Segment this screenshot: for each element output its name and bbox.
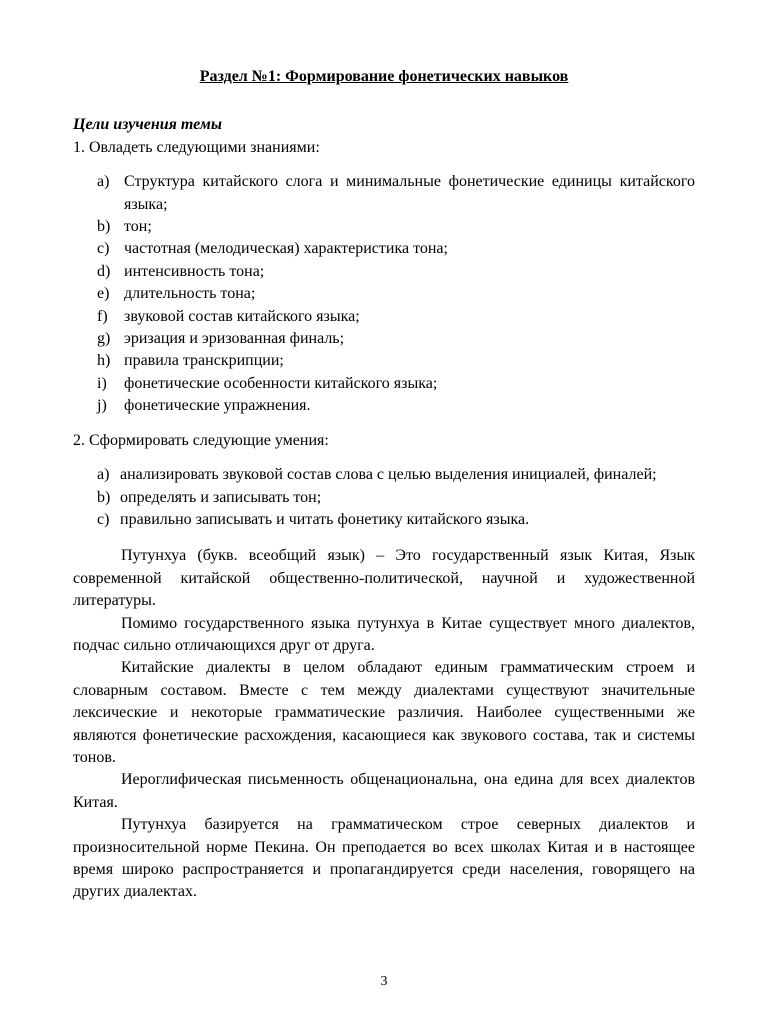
list-item (73, 464, 695, 486)
list-item (73, 171, 695, 216)
page-number: 3 (380, 974, 388, 989)
list-item (73, 350, 695, 372)
list-marker: j) (97, 397, 107, 415)
list-item-text: правильно записывать и читать фонетику китайского языка. (120, 510, 530, 528)
section-title: Раздел №1: Формирование фонетических навыков (199, 68, 569, 85)
paragraph: Помимо государственного языка путунхуа в Китае существует много диалектов, подчас сильно отличающихся друг от друга. (73, 614, 695, 654)
list-item (73, 238, 695, 260)
list-item (73, 216, 695, 238)
list-item (73, 261, 695, 283)
list-item-text: анализировать звуковой состав слова с целью выделения инициалей, финалей; (120, 466, 657, 484)
list-item (73, 373, 695, 395)
list-marker: f) (97, 307, 108, 325)
list-item (73, 283, 695, 305)
list-marker: a) (97, 173, 110, 191)
paragraph: Иероглифическая письменность общенациональна, она едина для всех диалектов Китая. (73, 771, 695, 811)
paragraph: Путунхуа (букв. всеобщий язык) – Это государственный язык Китая, Язык современной китайской общественно-политической, научной и художественной литературы. (73, 547, 695, 610)
list-item-text: звуковой состав китайского языка; (124, 307, 360, 325)
list-marker: c) (97, 240, 110, 258)
list-marker: e) (97, 285, 110, 303)
knowledge-intro: 1. Овладеть следующими знаниями: (73, 138, 320, 156)
list-marker: c) (97, 510, 110, 528)
list-item-text: длительность тона; (124, 285, 256, 303)
list-item-text: правила транскрипции; (124, 352, 284, 370)
list-item (73, 487, 695, 509)
paragraph: Путунхуа базируется на грамматическом строе северных диалектов и произносительной норме Пекина. Он преподается во всех школах Китая и в настоящее время широко распространяется и пропагандируется среди населения, говорящего на других диалектах. (73, 816, 695, 901)
list-item-text: тон; (124, 218, 152, 236)
goals-heading: Цели изучения темы (73, 116, 222, 134)
list-item-text: частотная (мелодическая) характеристика тона; (124, 240, 448, 258)
skills-intro: 2. Сформировать следующие умения: (73, 431, 329, 449)
list-item-text: определять и записывать тон; (120, 488, 322, 506)
list-item (73, 328, 695, 350)
list-item-text: фонетические особенности китайского языка; (124, 374, 438, 392)
list-marker: b) (97, 218, 111, 236)
list-item (73, 509, 695, 531)
list-item-text: фонетические упражнения. (124, 397, 311, 415)
list-marker: b) (97, 488, 111, 506)
list-item (73, 306, 695, 328)
knowledge-list (73, 171, 695, 417)
paragraph: Китайские диалекты в целом обладают единым грамматическим строем и словарным составом. Вместе с тем между диалектами существуют значительные лексические и некоторые грамматические различия. Наиболее существенными же являются фонетические расхождения, касающиеся как звукового состава, так и системы тонов. (73, 659, 695, 766)
list-marker: i) (97, 374, 107, 392)
skills-list (73, 464, 695, 531)
list-marker: g) (97, 330, 111, 348)
list-marker: h) (97, 352, 111, 370)
list-item-text: интенсивность тона; (124, 262, 265, 280)
list-marker: d) (97, 262, 111, 280)
page-content (73, 66, 695, 904)
list-item (73, 395, 695, 417)
list-item-text: Структура китайского слога и минимальные фонетические единицы китайского языка; (124, 173, 695, 213)
list-marker: a) (97, 466, 110, 484)
list-item-text: эризация и эризованная финаль; (124, 330, 345, 348)
